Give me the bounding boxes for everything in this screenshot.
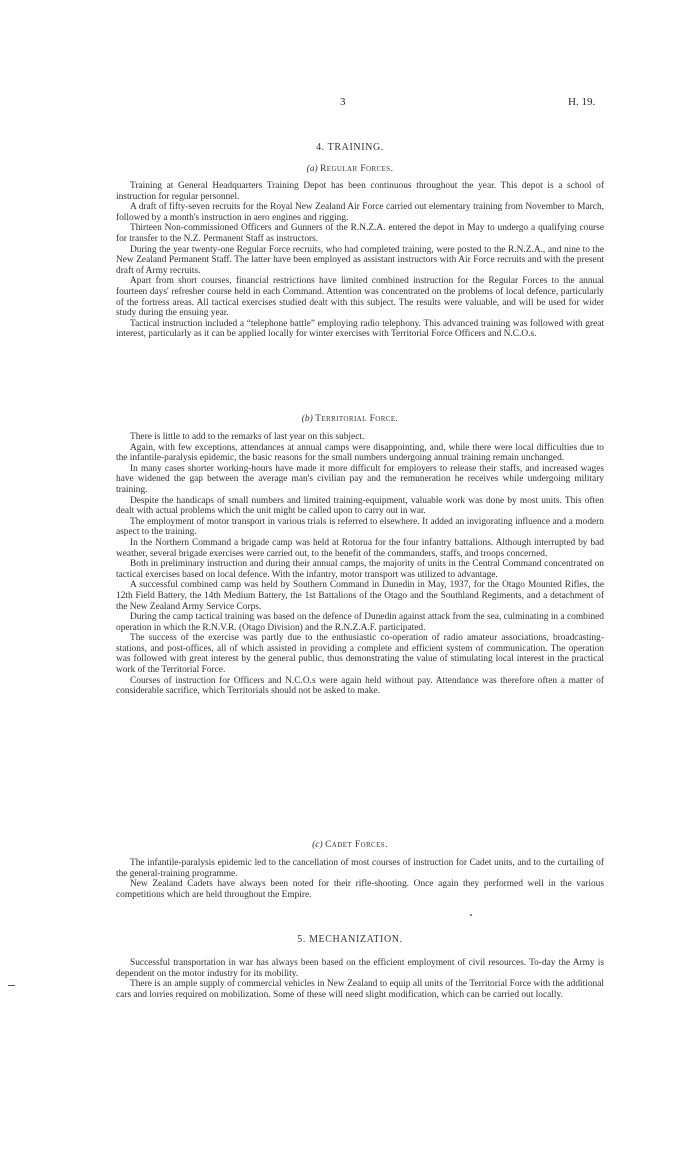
mechanization-body	[116, 958, 604, 1000]
subsection-heading: Regular Forces.	[320, 164, 394, 174]
paragraph: Courses of instruction for Officers and N.C.O.s were again held without pay. Attendance was therefore often a matter of considerable sacrifice, which Territorials should not be asked to make.	[116, 675, 604, 697]
subsection-label: (b)	[301, 414, 313, 424]
subsection-label: (a)	[306, 164, 318, 174]
subsection-title-cadet-forces	[0, 840, 700, 850]
paragraph: Successful transportation in war has always been based on the efficient employment of civil resources. To-day the Army is dependent on the motor industry for its mobility.	[116, 958, 604, 979]
section-title-mechanization: 5. MECHANIZATION.	[297, 934, 403, 945]
paragraph: The employment of motor transport in various trials is referred to elsewhere. It added an invigorating influence and a modern aspect to the training.	[116, 516, 604, 538]
paragraph: In the Northern Command a brigade camp was held at Rotorua for the four infantry battalions. Although interrupted by bad weather, several brigade exercises were carried out, to the benefit of the commanders, staffs, and troops concerned.	[116, 537, 604, 559]
territorial-force-body	[116, 432, 604, 697]
document-reference: H. 19.	[568, 96, 596, 108]
page-number: 3	[340, 96, 346, 108]
margin-mark	[8, 985, 15, 986]
paragraph: Training at General Headquarters Training Depot has been continuous throughout the year. This depot is a school of instruction for regular personnel.	[116, 181, 604, 202]
regular-forces-body	[116, 181, 604, 340]
paragraph: Tactical instruction included a “telephone battle” employing radio telephony. This advanced training was followed with great interest, particularly as it can be applied locally for winter exercises with Territorial Force Officers and N.C.O.s.	[116, 318, 604, 340]
subsection-title-regular-forces	[0, 164, 700, 174]
paragraph: Despite the handicaps of small numbers and limited training-equipment, valuable work was done by most units. This often dealt with actual problems which the unit might be called upon to carry out in war.	[116, 495, 604, 517]
paragraph: Apart from short courses, financial restrictions have limited combined instruction for the Regular Forces to the annual fourteen days' refresher course held in each Command. Attention was concentrated on the problems of local defence, particularly of the fortress areas. All tactical exercises studied dealt with this subject. The results were valuable, and will be used for wider study during the ensuing year.	[116, 276, 604, 319]
paragraph: There is little to add to the remarks of last year on this subject.	[130, 432, 365, 442]
subsection-heading: Territorial Force.	[315, 414, 399, 424]
paragraph: During the year twenty-one Regular Force recruits, who had completed training, were posted to the R.N.Z.A., and nine to the New Zealand Permanent Staff. The latter have been employed as assistant instructors with Air Force recruits and with the present draft of Army recruits.	[116, 244, 604, 276]
paragraph: Both in preliminary instruction and during their annual camps, the majority of units in the Central Command concentrated on tactical exercises based on local defence. With the infantry, motor transport was utilized to advantage.	[116, 559, 604, 580]
paragraph: In many cases shorter working-hours have made it more difficult for employers to release their staffs, and increased wages have widened the gap between the average man's civilian pay and the remuneration he receives while undergoing military training.	[116, 463, 604, 495]
paragraph: Thirteen Non-commissioned Officers and Gunners of the R.N.Z.A. entered the depot in May to undergo a qualifying course for transfer to the N.Z. Permanent Staff as instructors.	[116, 223, 604, 244]
paragraph: A draft of fifty-seven recruits for the Royal New Zealand Air Force carried out elementary training from November to March, followed by a month's instruction in aero engines and rigging.	[116, 202, 604, 223]
paragraph: The success of the exercise was partly due to the enthusiastic co-operation of radio amateur associations, broadcasting-stations, and post-offices, all of which assisted in providing a complete and efficient system of communication. The operation was followed with great interest by the general public, thus demonstrating the value of stimulating local interest in the practical work of the Territorial Force.	[116, 633, 604, 676]
subsection-title-territorial-force	[0, 414, 700, 424]
paragraph: New Zealand Cadets have always been noted for their rifle-shooting. Once again they performed well in the various competitions which are held throughout the Empire.	[116, 879, 604, 900]
paragraph: A successful combined camp was held by Southern Command in Dunedin in May, 1937, for the Otago Mounted Rifles, the 12th Field Battery, the 14th Medium Battery, the 1st Battalions of the Otago and the Southland Regiments, and a detachment of the New Zealand Army Service Corps.	[116, 580, 604, 612]
section-title-training: 4. TRAINING.	[316, 142, 384, 153]
paragraph: The infantile-paralysis epidemic led to the cancellation of most courses of instruction for Cadet units, and to the curtailing of the general-training programme.	[116, 858, 604, 879]
cadet-forces-body	[116, 858, 604, 900]
subsection-heading: Cadet Forces.	[325, 840, 388, 850]
print-speck	[470, 914, 472, 916]
paragraph: During the camp tactical training was based on the defence of Dunedin against attack from the sea, culminating in a combined operation in which the R.N.V.R. (Otago Division) and the R.N.Z.A.F. participated.	[116, 612, 604, 633]
paragraph: There is an ample supply of commercial vehicles in New Zealand to equip all units of the Territorial Force with the additional cars and lorries required on mobilization. Some of these will need slight modification, which can be carried out locally.	[116, 979, 604, 1000]
paragraph: Again, with few exceptions, attendances at annual camps were disappointing, and, while there were local difficulties due to the infantile-paralysis epidemic, the basic reasons for the small numbers undergoing annual training remain unchanged.	[116, 442, 604, 464]
subsection-label: (c)	[312, 840, 323, 850]
page-header	[0, 96, 700, 110]
